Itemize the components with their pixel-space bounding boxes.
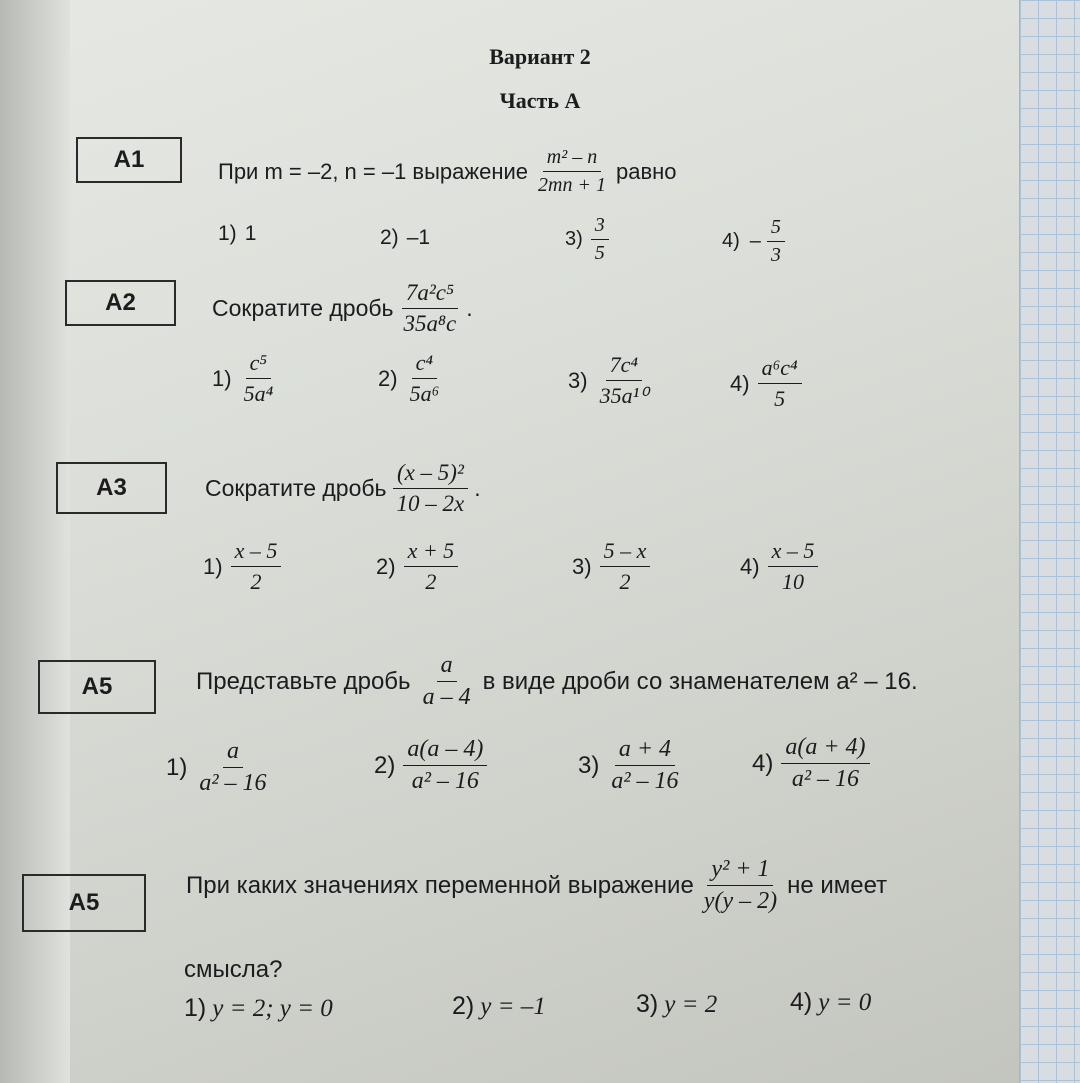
option-fraction [781,734,869,793]
option-fraction-num: 3 [591,214,609,240]
question-a2-fraction [400,280,461,337]
option-fraction-den: a² – 16 [611,768,679,794]
option-number: 2) [374,751,396,779]
question-a5-first-fraction-den: a – 4 [422,684,471,710]
option-value: y = 0 [818,988,872,1016]
option-number: 1) [184,994,207,1022]
option-fraction-den: 5 [774,386,786,411]
question-a1-fraction-den: 2mn + 1 [538,174,606,196]
question-label-a3: А3 [56,462,167,514]
option-fraction [767,216,785,267]
option-fraction-num: x + 5 [404,538,459,567]
question-a3-statement [205,460,481,517]
option-number: 2) [452,992,475,1020]
option-number: 2) [380,226,399,249]
option-fraction-num: a(a + 4) [781,734,869,764]
question-a3-option-2 [376,538,464,595]
question-a1-statement [218,146,677,197]
question-a5-second-text-continued [184,956,282,984]
option-fraction [758,355,802,412]
grid-paper-edge [1019,0,1080,1083]
question-a5-second-continuation: смысла? [184,956,283,983]
question-label-a5-second: А5 [22,874,146,932]
option-fraction [600,538,651,595]
option-fraction-den: 5a⁶ [409,381,440,406]
option-fraction-num: a [223,738,243,768]
question-a2-statement [212,280,473,337]
option-number: 1) [212,365,232,391]
question-a5-first-text-after: в виде дроби со знаменателем a² – 16. [482,667,918,695]
question-a5-second-text-before: При каких значениях переменной выражение [186,871,694,899]
question-a2-text-before: Сократите дробь [212,295,394,321]
question-a1-text-before: При m = –2, n = –1 выражение [218,158,529,184]
question-a2-text-after: . [466,295,473,321]
question-a1-fraction [534,146,610,197]
option-fraction-den: 2 [425,569,437,594]
question-a3-fraction [393,460,469,517]
option-fraction-den: a² – 16 [411,768,479,794]
option-fraction [768,538,819,595]
option-fraction-den: 10 [781,569,804,594]
option-number: 1) [218,222,237,245]
option-fraction [231,538,282,595]
option-fraction-num: 7c⁴ [606,352,642,381]
question-a3-text-before: Сократите дробь [205,475,387,501]
question-a3-option-1 [203,538,287,595]
question-a3-text-after: . [474,475,481,501]
option-number: 4) [740,553,760,579]
question-a3-option-3 [572,538,656,595]
option-fraction-den: 35a¹⁰ [599,383,648,408]
option-number: 4) [790,988,813,1016]
option-fraction-den: 2 [619,569,631,594]
question-a1-option-1 [218,222,256,246]
option-fraction-num: 5 [767,216,785,242]
question-a2-fraction-num: 7a²c⁵ [402,280,458,309]
option-fraction-num: x – 5 [231,538,282,567]
option-number: 4) [722,230,740,252]
question-label-a2: А2 [65,280,176,326]
option-number: 2) [376,553,396,579]
option-number: 3) [565,228,583,250]
question-label-a5-first: А5 [38,660,156,714]
option-fraction [195,738,270,797]
option-fraction-den: 5 [594,242,605,264]
question-a2-option-2 [378,350,449,407]
question-a2-option-1 [212,350,283,407]
question-a5-second-statement [186,856,887,915]
option-fraction-den: 2 [250,569,262,594]
option-fraction [406,350,444,407]
question-a5-first-text-before: Представьте дробь [196,667,411,695]
option-sign: – [749,230,761,252]
question-a5-first-statement [196,652,918,711]
question-a5-first-option-4 [752,734,876,793]
option-value: 1 [244,222,257,245]
option-fraction-num: c⁴ [412,350,437,379]
question-a1-option-2 [380,226,430,250]
option-number: 2) [378,365,398,391]
question-a5-second-text-after: не имеет [787,871,888,899]
question-a5-second-option-2 [452,992,546,1021]
question-a5-first-fraction-num: a [437,652,457,682]
question-a2-fraction-den: 35a⁸c [403,311,457,336]
option-fraction [404,538,459,595]
question-a2-option-4 [730,355,808,412]
option-fraction [607,736,682,795]
option-number: 3) [578,751,600,779]
option-number: 3) [636,990,659,1018]
option-number: 3) [572,553,592,579]
option-value: –1 [406,226,431,249]
option-fraction-den: a² – 16 [199,770,267,796]
variant-heading: Вариант 2 [489,44,591,69]
option-fraction [591,214,609,265]
option-value: y = 2 [664,990,718,1018]
question-a5-first-option-1 [166,738,277,797]
option-fraction-num: x – 5 [768,538,819,567]
option-number: 1) [203,553,223,579]
option-value: y = 2; y = 0 [212,994,333,1022]
question-a1-option-3 [565,214,615,265]
question-a5-second-option-4 [790,988,871,1017]
option-fraction [403,736,487,795]
question-a5-second-option-3 [636,990,717,1019]
option-number: 3) [568,367,588,393]
option-fraction-den: 5a⁴ [243,381,274,406]
question-a5-second-fraction [700,856,781,915]
question-a5-second-option-1 [184,994,333,1023]
question-a3-option-4 [740,538,824,595]
option-fraction [240,350,278,407]
option-fraction-den: 3 [770,244,781,266]
question-a5-second-fraction-den: y(y – 2) [703,888,778,914]
option-number: 4) [752,749,774,777]
question-a3-fraction-den: 10 – 2x [396,491,465,516]
option-fraction-num: 5 – x [600,538,651,567]
question-a1-text-after: равно [615,158,677,184]
question-a5-second-fraction-num: y² + 1 [707,856,773,886]
question-a5-first-option-3 [578,736,689,795]
option-fraction-num: a⁶c⁴ [758,355,802,384]
option-number: 4) [730,370,750,396]
part-heading: Часть А [499,88,581,113]
question-a3-fraction-num: (x – 5)² [393,460,468,489]
question-label-a1: А1 [76,137,182,183]
option-fraction-num: a + 4 [615,736,675,766]
option-fraction-num: a(a – 4) [403,736,487,766]
option-value: y = –1 [480,992,546,1020]
question-a2-option-3 [568,352,658,409]
option-fraction-den: a² – 16 [791,766,860,792]
question-a1-option-4 [722,216,791,267]
option-fraction [596,352,652,409]
option-number: 1) [166,753,188,781]
question-a1-fraction-num: m² – n [543,146,601,172]
question-a5-first-option-2 [374,736,493,795]
question-a5-first-fraction [417,652,477,711]
option-fraction-num: c⁵ [246,350,271,379]
